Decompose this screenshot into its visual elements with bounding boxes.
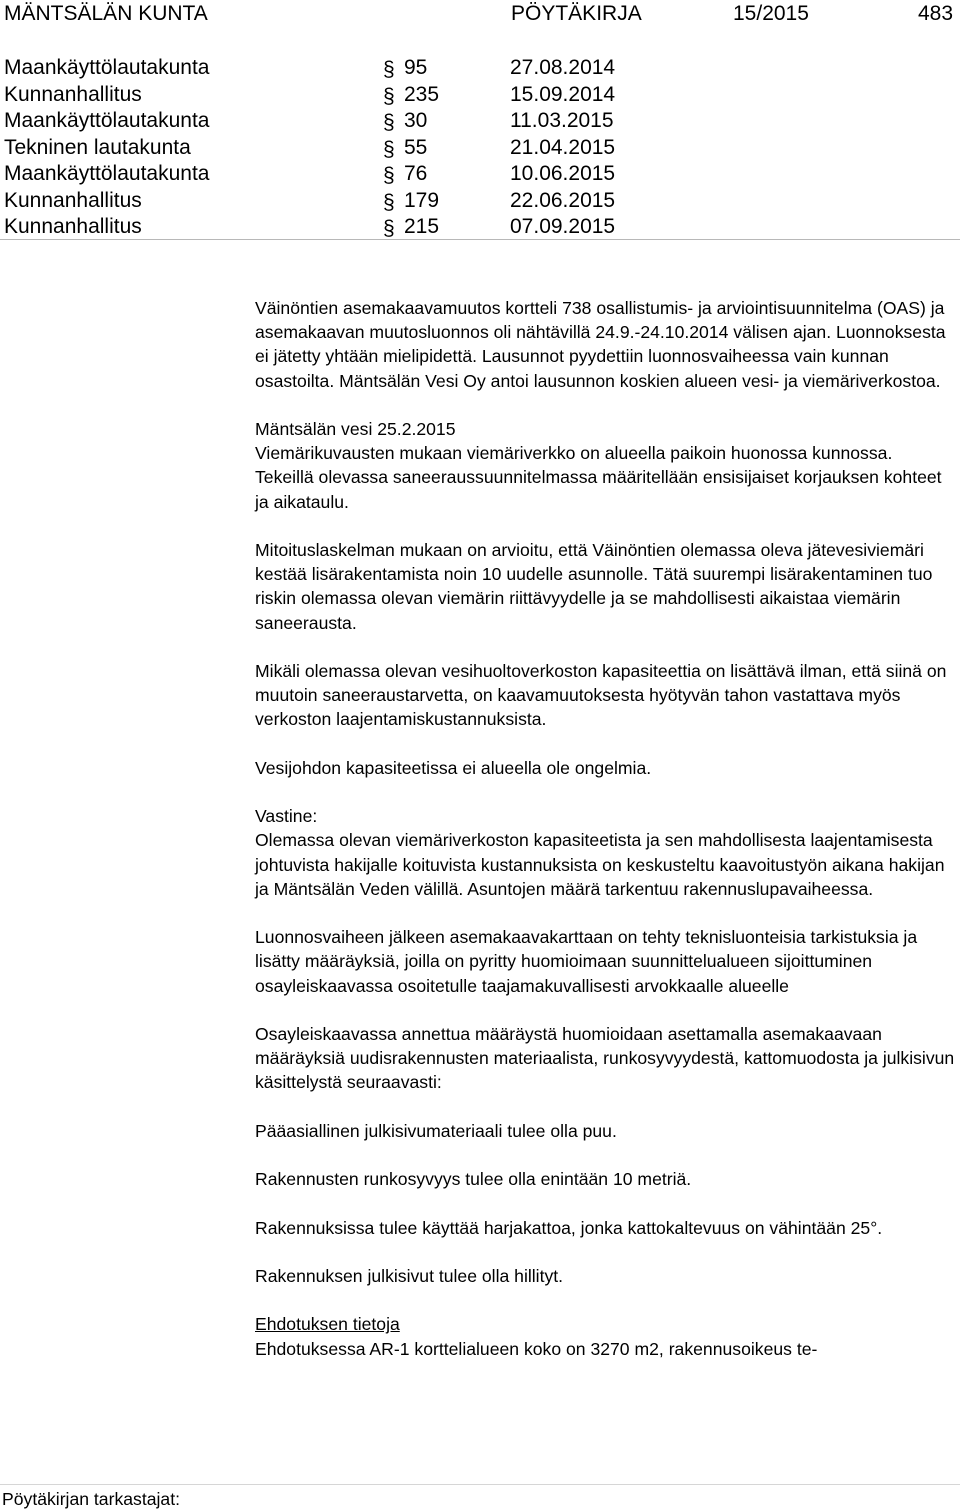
history-date: 10.06.2015 <box>510 162 616 185</box>
history-date: 07.09.2015 <box>510 215 616 238</box>
municipality-name: MÄNTSÄLÄN KUNTA <box>4 2 208 25</box>
section-sign-icon <box>382 217 398 239</box>
history-section: 76 <box>404 162 428 185</box>
history-section: 55 <box>404 135 428 159</box>
paragraph: Vesijohdon kapasiteetissa ei alueella ole ongelmia. <box>255 757 652 778</box>
history-body: Maankäyttölautakunta <box>4 162 210 185</box>
history-body: Maankäyttölautakunta <box>4 109 210 132</box>
page-number: 483 <box>918 2 954 25</box>
history-date: 15.09.2014 <box>510 82 616 106</box>
paragraph: Osayleiskaavassa annettua määräystä huomioidaan asettamalla asemakaavaan määräyksiä uudisrakennusten materiaalista, runkosyvyydestä, kattomuodosta ja julkisivun käsittelystä seuraavasti: <box>255 1023 955 1093</box>
paragraph: Rakennuksissa tulee käyttää harjakattoa, jonka kattokaltevuus on vähintään 25°. <box>255 1217 883 1238</box>
paragraph: Luonnosvaiheen jälkeen asemakaavakarttaan on tehty teknisluonteisia tarkistuksia ja lisätty määräyksiä, joilla on pyritty huomioimaan suunnittelualueen sijoittuminen osayleiskaavassa osoitetulle taajamakuvallisesti arvokkaalle alueelle <box>255 927 918 996</box>
section-sign-icon <box>382 138 398 160</box>
svg-text:§: § <box>383 217 395 239</box>
svg-text:§: § <box>383 84 395 107</box>
history-row <box>0 162 960 189</box>
section-sign-icon <box>382 58 398 80</box>
paragraph: Mikäli olemassa olevan vesihuoltoverkoston kapasiteettia on lisättävä ilman, että siinä on muutoin saneeraustarvetta, on kaavamuutoksesta hyötyvän tahon vastattava myös verkoston laajentamiskustannuksista. <box>255 661 947 730</box>
paragraph: Viemärikuvausten mukaan viemäriverkko on alueella paikoin huonossa kunnossa. Tekeillä olevassa saneeraussuunnitelmassa määritellään ensisijaiset korjauksen kohteet ja aikataulu. <box>255 443 942 512</box>
history-section: 215 <box>404 215 440 238</box>
paragraph: Ehdotuksessa AR-1 korttelialueen koko on 3270 m2, rakennusoikeus te- <box>255 1338 818 1359</box>
history-body: Kunnanhallitus <box>4 82 142 106</box>
svg-text:§: § <box>383 190 395 213</box>
paragraph: Rakennusten runkosyvyys tulee olla enintään 10 metriä. <box>255 1169 692 1190</box>
document-body <box>255 296 955 1361</box>
section-divider <box>0 239 960 240</box>
history-body: Kunnanhallitus <box>4 215 142 238</box>
history-date: 11.03.2015 <box>510 109 614 132</box>
document-number: 15/2015 <box>733 2 809 25</box>
section-sign-icon <box>382 191 398 213</box>
section-sign-icon <box>382 164 398 186</box>
paragraph: Olemassa olevan viemäriverkoston kapasiteetista ja sen mahdollisesta laajentamisesta johtuvista hakijalle koituvista kustannuksista on keskusteltu kaavoitustyön aikana hakijan ja Mäntsälän Veden välillä. Asuntojen määrä tarkentuu rakennuslupavaiheessa. <box>255 830 945 899</box>
section-sign-icon <box>382 111 398 133</box>
history-row <box>0 56 960 83</box>
paragraph-heading: Ehdotuksen tietoja <box>255 1314 400 1335</box>
history-section: 95 <box>404 56 428 79</box>
section-sign-icon <box>382 85 398 107</box>
paragraph-heading: Vastine: <box>255 806 318 827</box>
history-date: 21.04.2015 <box>510 135 616 159</box>
svg-text:§: § <box>383 58 395 80</box>
history-row <box>0 83 960 110</box>
history-row <box>0 109 960 136</box>
footer-label: Pöytäkirjan tarkastajat: <box>2 1489 180 1509</box>
svg-text:§: § <box>383 137 395 160</box>
history-date: 27.08.2014 <box>510 56 616 79</box>
document-type: PÖYTÄKIRJA <box>511 2 642 25</box>
footer-divider <box>0 1484 960 1485</box>
svg-text:§: § <box>383 164 395 186</box>
svg-text:§: § <box>383 111 395 133</box>
history-row <box>0 189 960 216</box>
history-body: Maankäyttölautakunta <box>4 56 210 79</box>
history-date: 22.06.2015 <box>510 188 616 212</box>
page-header <box>0 0 960 28</box>
history-body: Tekninen lautakunta <box>4 135 191 159</box>
paragraph: Mitoituslaskelman mukaan on arvioitu, että Väinöntien olemassa oleva jätevesiviemäri kestää lisärakentamista noin 10 uudelle asunnolle. Tätä suurempi lisärakentaminen tuo riskin olemassa olevan viemärin riittävyydelle ja se mahdollisesti aikaistaa viemärin saneerausta. <box>255 540 933 633</box>
history-section: 235 <box>404 82 440 106</box>
paragraph: Väinöntien asemakaavamuutos kortteli 738 osallistumis- ja arviointisuunnitelma (OAS) ja asemakaavan muutosluonnos oli nähtävillä 24.9.-24.10.2014 välisen ajan. Luonnoksesta ei jätetty yhtään mielipidettä. Lausunnot pyydettiin luonnosvaiheessa vain kunnan osastoilta. Mäntsälän Vesi Oy antoi lausunnon koskien alueen vesi- ja viemäriverkostoa. <box>255 298 946 391</box>
paragraph: Rakennuksen julkisivut tulee olla hillityt. <box>255 1265 564 1286</box>
history-row <box>0 215 960 242</box>
paragraph-heading: Mäntsälän vesi 25.2.2015 <box>255 419 456 439</box>
history-body: Kunnanhallitus <box>4 188 142 212</box>
history-section: 179 <box>404 188 440 212</box>
history-row <box>0 136 960 163</box>
history-section: 30 <box>404 109 428 132</box>
processing-history <box>0 56 960 242</box>
paragraph: Pääasiallinen julkisivumateriaali tulee olla puu. <box>255 1120 617 1141</box>
